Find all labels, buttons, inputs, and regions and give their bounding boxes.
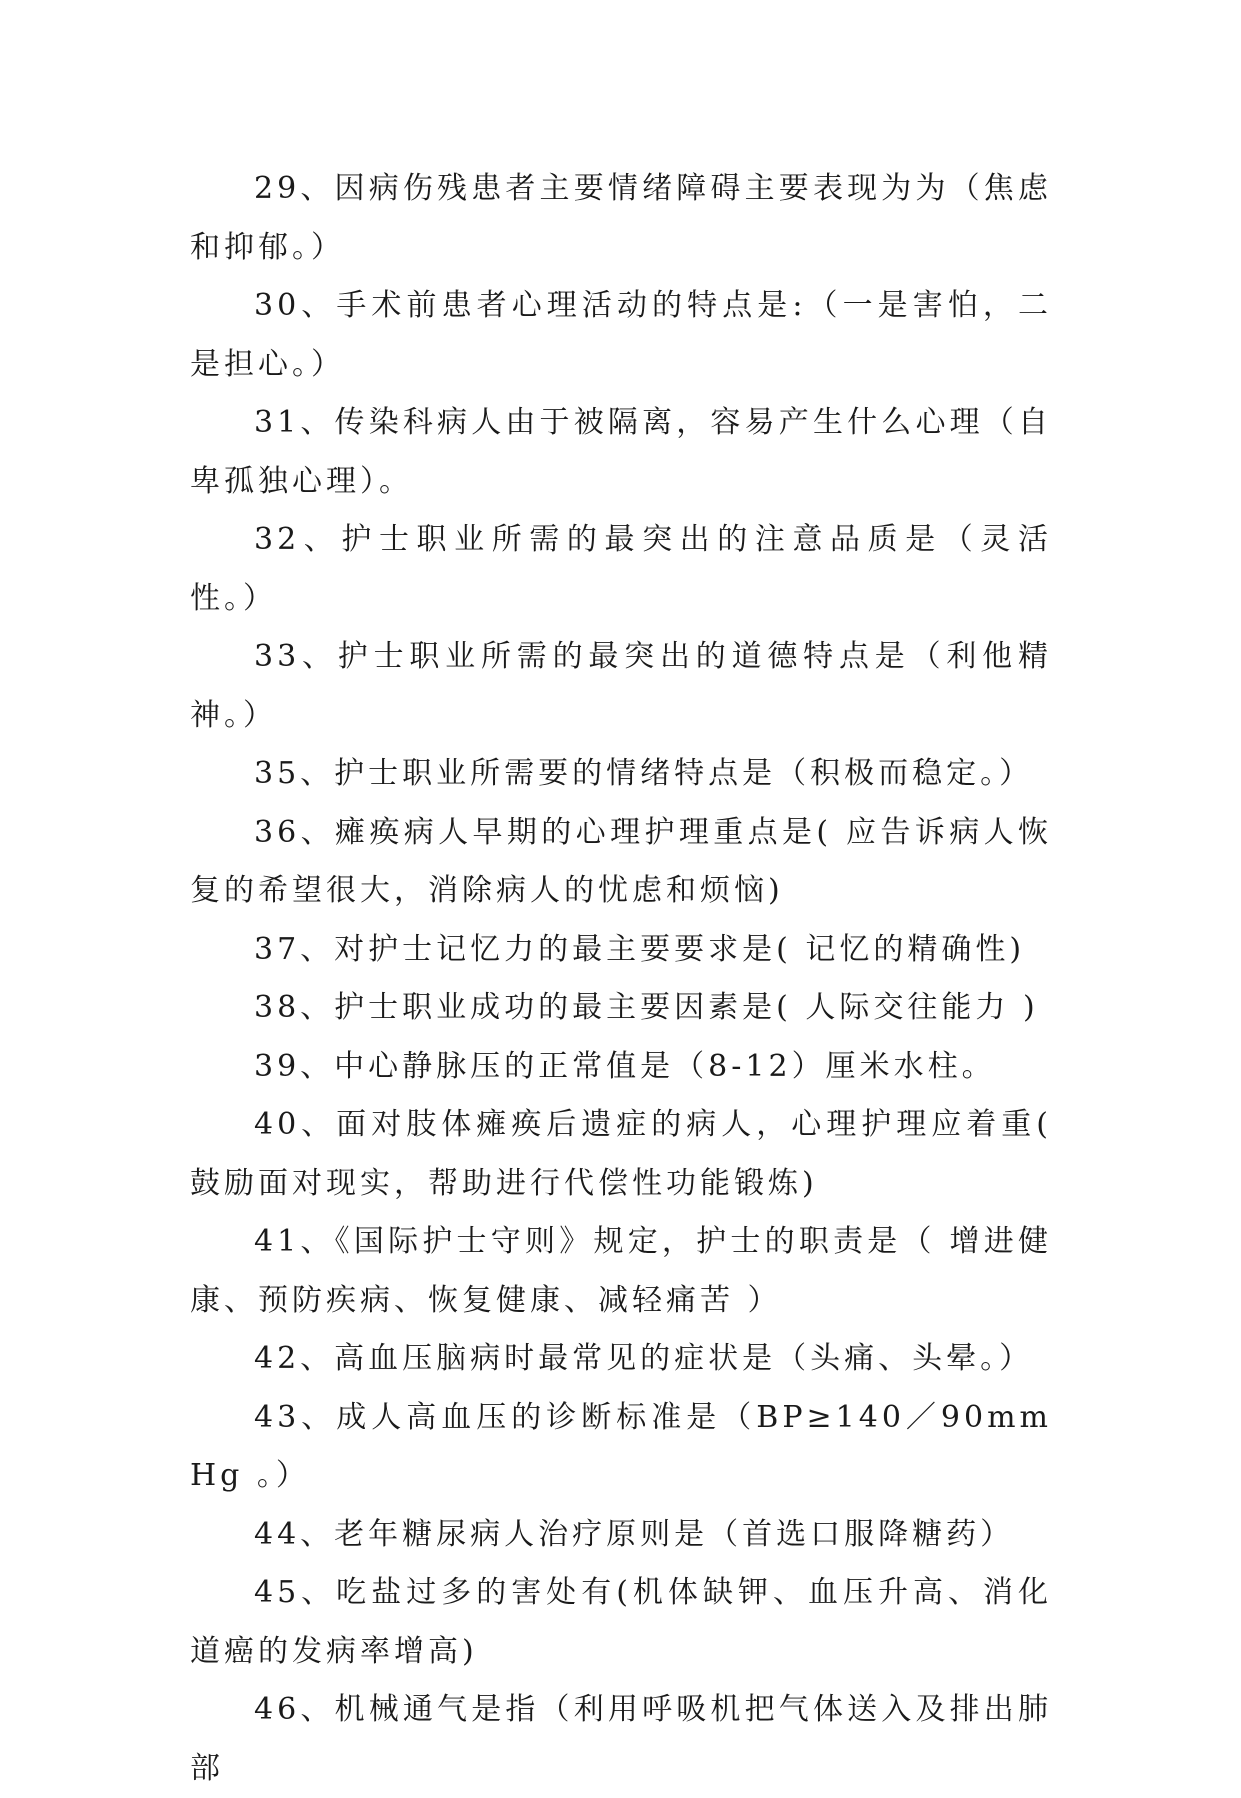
question-item-30: 30、手术前患者心理活动的特点是:（一是害怕，二是担心。） (190, 288, 1052, 382)
question-item-43: 43、成人高血压的诊断标准是（BP≥140／90mmHg 。） (190, 1399, 1052, 1493)
question-item-38: 38、护士职业成功的最主要因素是( 人际交往能力 ) (254, 990, 1039, 1025)
question-item-29: 29、因病伤残患者主要情绪障碍主要表现为为（焦虑和抑郁。） (190, 171, 1052, 265)
question-item-44: 44、老年糖尿病人治疗原则是（首选口服降糖药） (254, 1516, 1015, 1552)
question-item-41: 41、《国际护士守则》规定，护士的职责是（ 增进健康、预防疾病、恢复健康、减轻痛苦 ） (190, 1224, 1052, 1318)
question-item-37: 37、对护士记忆力的最主要要求是( 记忆的精确性) (254, 931, 1026, 967)
question-item-33: 33、护士职业所需的最突出的道德特点是（利他精神。） (190, 639, 1052, 733)
question-item-46: 46、机械通气是指（利用呼吸机把气体送入及排出肺部 (190, 1692, 1052, 1786)
document-body (190, 160, 1052, 1798)
question-item-31: 31、传染科病人由于被隔离，容易产生什么心理（自卑孤独心理）。 (190, 405, 1052, 499)
question-item-36: 36、瘫痪病人早期的心理护理重点是( 应告诉病人恢复的希望很大，消除病人的忧虑和烦恼) (190, 814, 1052, 908)
question-item-42: 42、高血压脑病时最常见的症状是（头痛、头晕。） (254, 1341, 1034, 1376)
question-item-32: 32、护士职业所需的最突出的注意品质是（灵活性。） (190, 522, 1052, 616)
question-item-45: 45、吃盐过多的害处有(机体缺钾、血压升高、消化道癌的发病率增高) (190, 1575, 1052, 1669)
question-item-40: 40、面对肢体瘫痪后遗症的病人，心理护理应着重( 鼓励面对现实，帮助进行代偿性功能锻炼) (190, 1107, 1052, 1201)
question-item-35: 35、护士职业所需要的情绪特点是（积极而稳定。） (254, 756, 1034, 791)
question-item-39: 39、中心静脉压的正常值是（8-12）厘米水柱。 (254, 1048, 996, 1084)
